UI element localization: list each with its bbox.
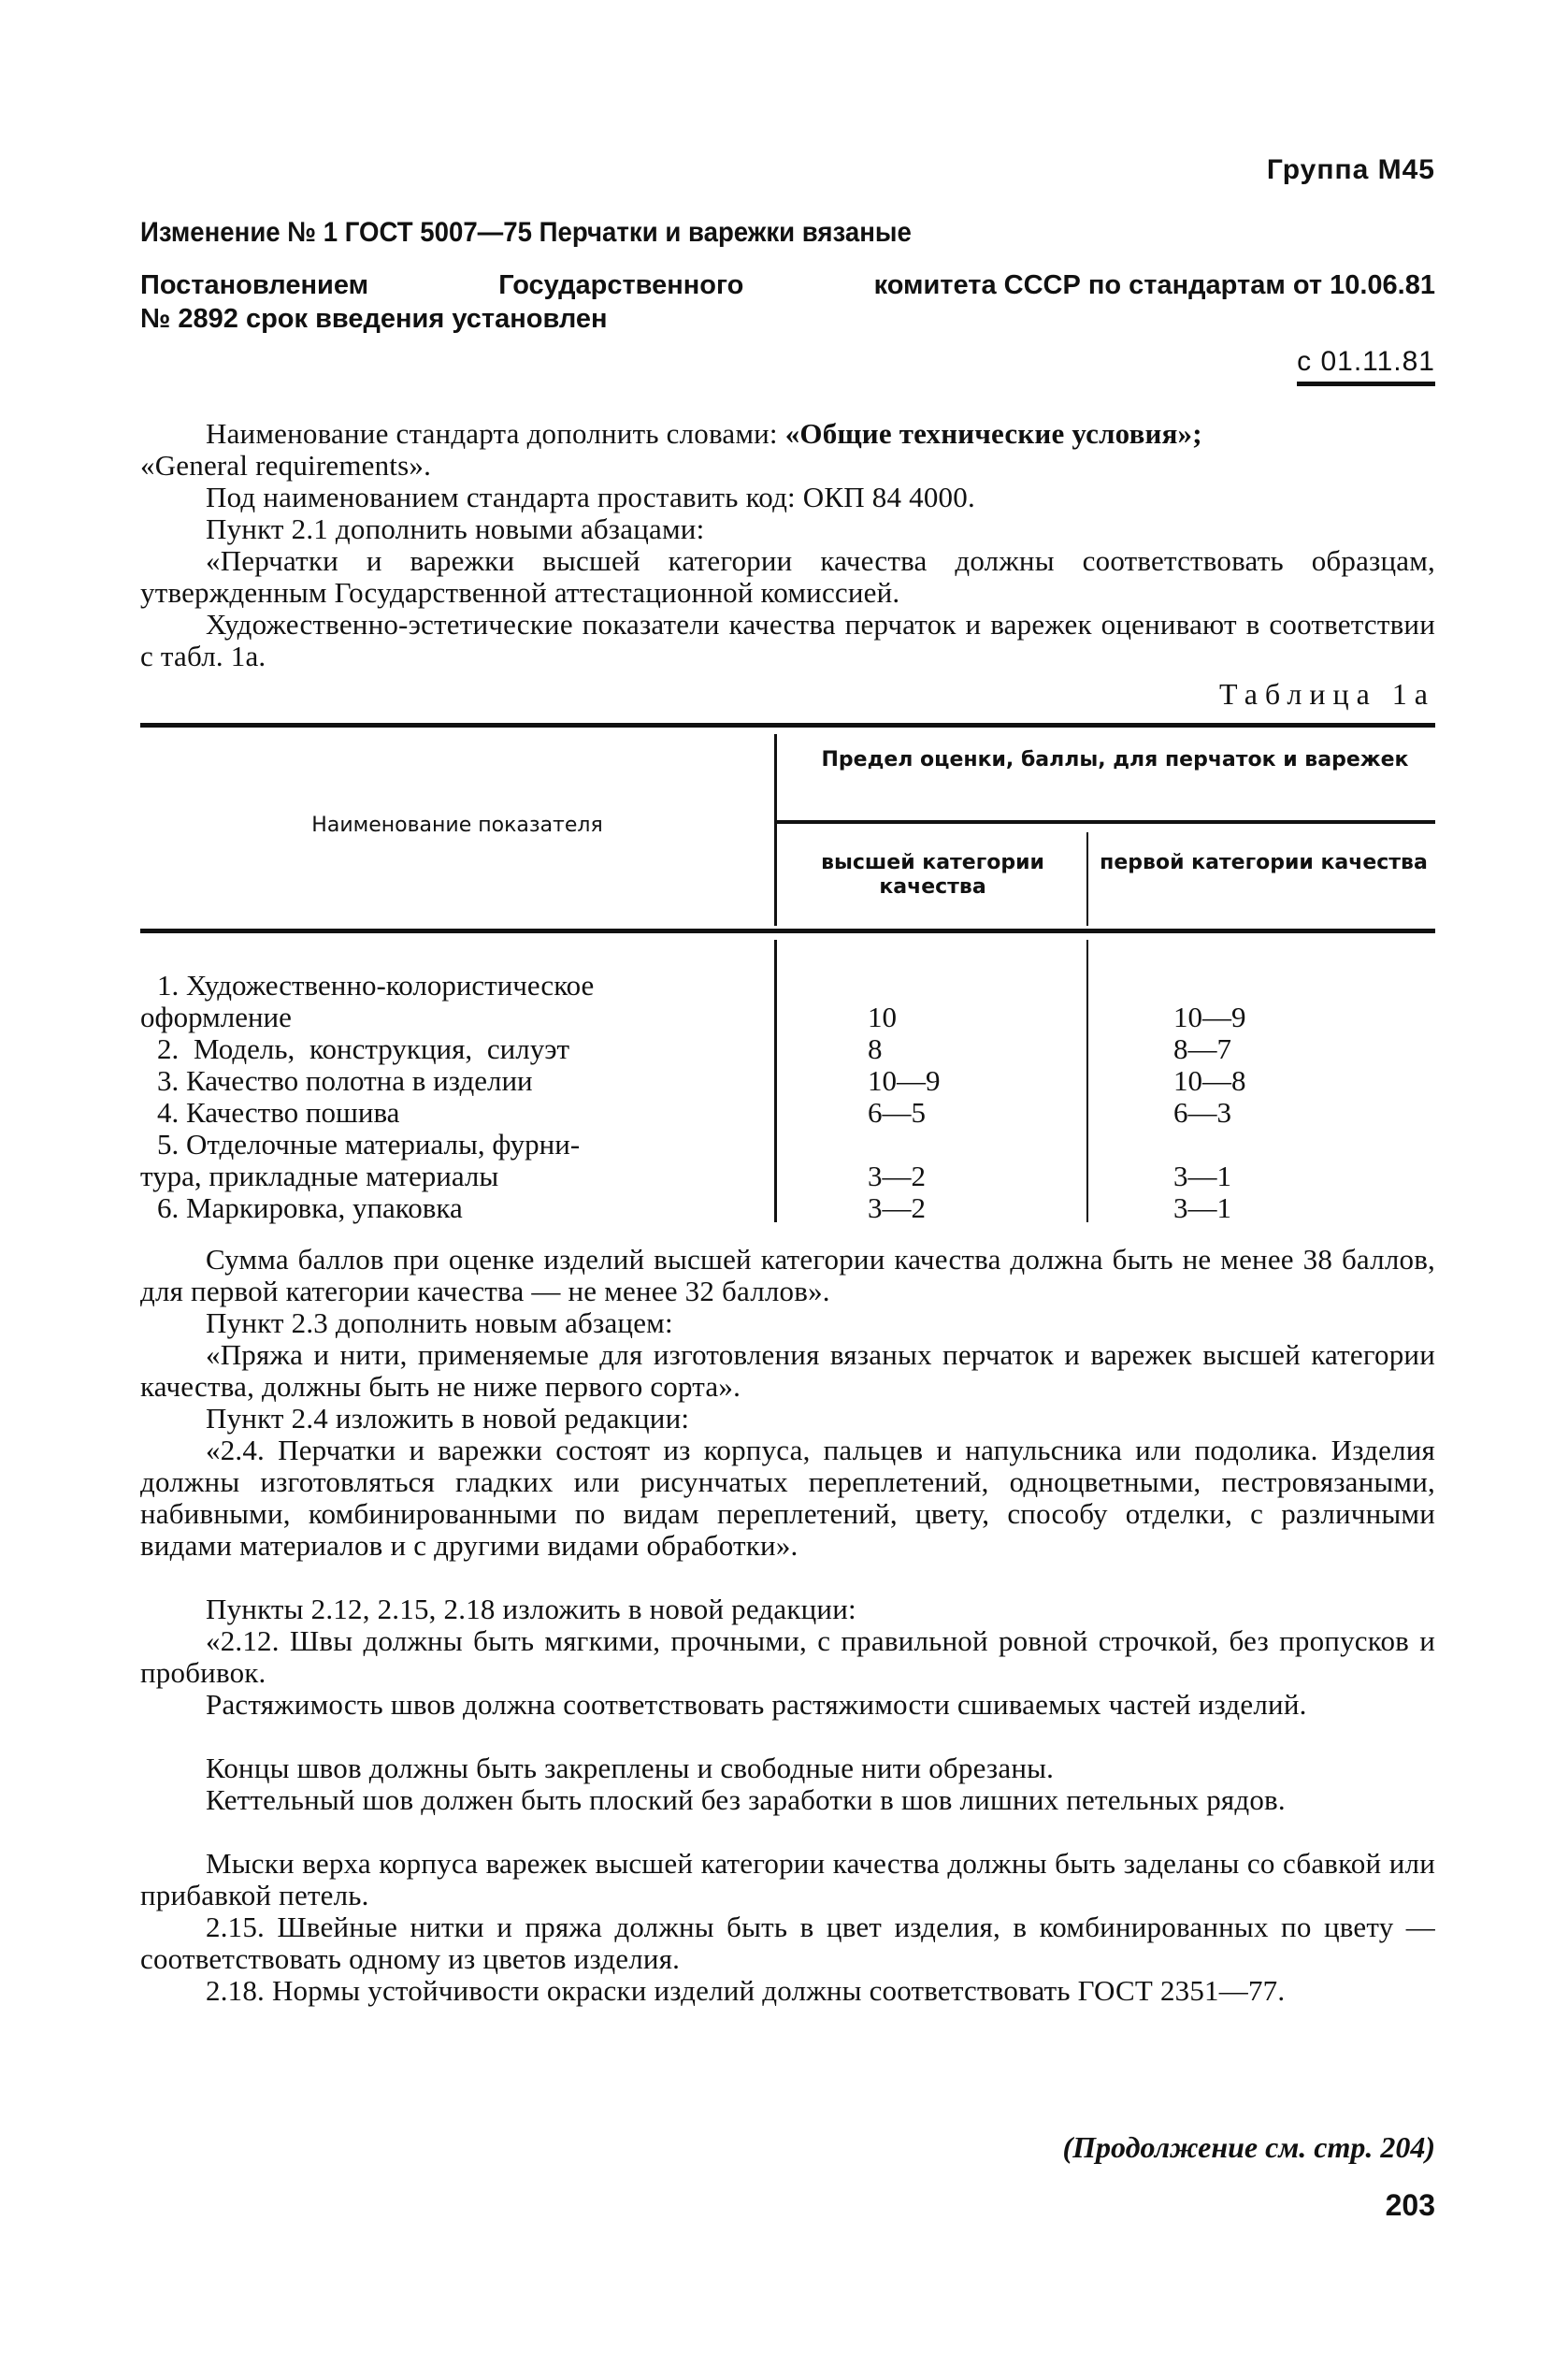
row-value-first: 3—1 <box>1173 1191 1231 1224</box>
row-value-first: 10—9 <box>1173 1001 1246 1033</box>
row-value-first: 8—7 <box>1173 1032 1231 1065</box>
paragraph-clause23-text: «Пряжа и нити, применяемые для изготовления вязаных перчаток и варежек высшей категории качества, должны быть не ниже первого сорта». <box>140 1338 1435 1403</box>
intro-paragraph-clause21: Пункт 2.1 дополнить новыми абзацами: <box>206 512 705 545</box>
table-subheader-rule <box>775 820 1435 824</box>
page-number: 203 <box>1385 2188 1435 2222</box>
row-label-line1: 6. Маркировка, упаковка <box>157 1191 463 1224</box>
column-group-header: Предел оценки, баллы, для перчаток и варежек <box>821 748 1409 772</box>
paragraph-clause212-ends: Концы швов должны быть закреплены и свободные нити обрезаны. <box>206 1752 1055 1784</box>
paragraph-clause212-stretch: Растяжимость швов должна соответствовать растяжимости сшиваемых частей изделий. <box>206 1688 1307 1721</box>
table-divider-main-body <box>774 940 777 1222</box>
row-label-line1: 1. Художественно-колористическое <box>157 969 595 1002</box>
paragraph-clause218: 2.18. Нормы устойчивости окраски изделий должны соответствовать ГОСТ 2351—77. <box>206 1974 1286 2007</box>
decree-word-3: комитета СССР по стандартам от 10.06.81 <box>873 270 1435 300</box>
row-label-line1: 2. Модель, конструкция, силуэт <box>157 1032 570 1065</box>
column-header-high: высшей категории качества <box>821 851 1044 899</box>
decree-line-1 <box>140 268 1435 302</box>
intro-paragraph-code: Под наименованием стандарта проставить код: ОКП 84 4000. <box>206 481 975 513</box>
row-label-line1: 3. Качество полотна в изделии <box>157 1064 533 1097</box>
paragraph-score-sum: Сумма баллов при оценке изделий высшей категории качества должна быть не менее 38 баллов, для первой категории качества — не менее 32 баллов». <box>140 1243 1435 1307</box>
decree-word-1: Постановлением <box>140 270 369 300</box>
row-value-high: 3—2 <box>868 1160 926 1192</box>
row-value-first: 6—3 <box>1173 1096 1231 1129</box>
row-value-high: 10—9 <box>868 1064 941 1097</box>
paragraph-clause212-myski: Мыски верха корпуса варежек высшей категории качества должны быть заделаны со сбавкой или прибавкой петель. <box>140 1847 1435 1911</box>
row-label-line1: 4. Качество пошива <box>157 1096 400 1129</box>
intro-paragraph-samples: «Перчатки и варежки высшей категории качества должны соответствовать образцам, утвержденным Государственной аттестационной комиссией. <box>140 544 1435 609</box>
document-title: Изменение № 1 ГОСТ 5007—75 Перчатки и варежки вязаные <box>140 217 912 248</box>
paragraph-clause24-text: «2.4. Перчатки и варежки состоят из корпуса, пальцев и напульсника или подолика. Изделия должны изготовляться гладких или рисунчатых переплетений, одноцветными, пестровязаными, набивными, комбинированными по видам переплетений, цвету, способу отделки, с различными видами материалов и с другими видами обработки». <box>140 1434 1435 1562</box>
intro-p1-bold: «Общие технические условия»; <box>784 417 1202 450</box>
paragraph-clause23-title: Пункт 2.3 дополнить новым абзацем: <box>206 1306 673 1339</box>
intro-p1-english: «General requirements». <box>140 449 432 482</box>
intro-paragraph-aesthetic: Художественно-эстетические показатели качества перчаток и варежек оценивают в соответствии с табл. 1а. <box>140 608 1435 672</box>
row-value-high: 6—5 <box>868 1096 926 1129</box>
table-caption: Таблица 1а <box>1218 677 1435 711</box>
row-value-first: 3—1 <box>1173 1160 1231 1192</box>
decree-word-2: Государственного <box>498 270 744 300</box>
table-divider-sub-header <box>1086 832 1088 926</box>
column-header-name: Наименование показателя <box>311 814 603 837</box>
intro-paragraph-name <box>140 418 1435 482</box>
row-value-high: 3—2 <box>868 1191 926 1224</box>
paragraph-clauses-title: Пункты 2.12, 2.15, 2.18 изложить в новой редакции: <box>206 1593 856 1625</box>
paragraph-clause212-seams: «2.12. Швы должны быть мягкими, прочными, с правильной ровной строчкой, без пропусков и пробивок. <box>140 1624 1435 1689</box>
table-top-rule <box>140 723 1435 728</box>
continuation-note: (Продолжение см. стр. 204) <box>1062 2130 1435 2164</box>
table-divider-main-header <box>774 734 777 926</box>
table-divider-sub-body <box>1086 940 1088 1222</box>
paragraph-clause24-title: Пункт 2.4 изложить в новой редакции: <box>206 1402 690 1435</box>
row-value-high: 10 <box>868 1001 897 1033</box>
paragraph-clause212-kettel: Кеттельный шов должен быть плоский без заработки в шов лишних петельных рядов. <box>206 1783 1286 1816</box>
row-label-line2: оформление <box>140 1001 292 1033</box>
decree-line-2: № 2892 срок введения установлен <box>140 304 608 334</box>
table-header-bottom-rule <box>140 929 1435 933</box>
row-value-first: 10—8 <box>1173 1064 1246 1097</box>
effective-date: с 01.11.81 <box>1297 346 1435 386</box>
row-label-line1: 5. Отделочные материалы, фурни- <box>157 1128 581 1161</box>
row-value-high: 8 <box>868 1032 883 1065</box>
row-label-line2: тура, прикладные материалы <box>140 1160 499 1192</box>
group-code: Группа М45 <box>1266 154 1435 185</box>
paragraph-clause215: 2.15. Швейные нитки и пряжа должны быть в цвет изделия, в комбинированных по цвету — соответствовать одному из цветов изделия. <box>140 1911 1435 1975</box>
column-header-first: первой категории качества <box>1100 851 1428 874</box>
intro-p1-text: Наименование стандарта дополнить словами: <box>206 417 785 450</box>
